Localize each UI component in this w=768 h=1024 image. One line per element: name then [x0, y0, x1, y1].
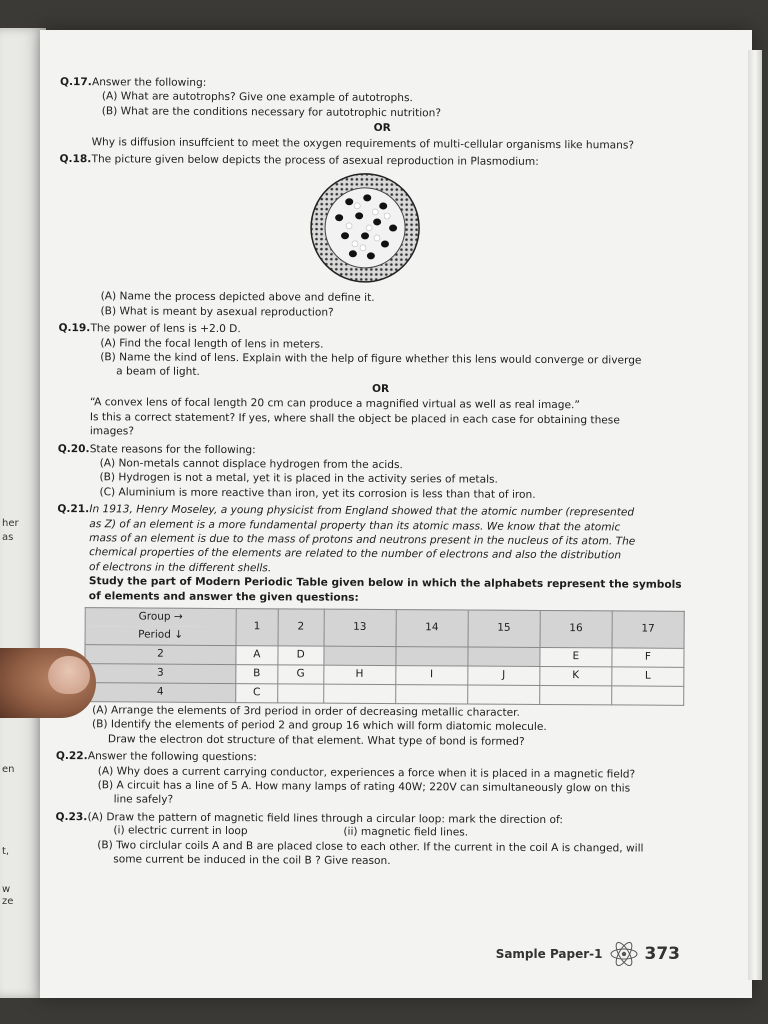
question-alternative: images?	[89, 425, 135, 438]
element-cell	[467, 685, 539, 704]
question-part: (A) Find the focal length of lens in meters.	[100, 336, 324, 351]
element-cell	[468, 647, 540, 666]
thumbnail-nail	[48, 656, 90, 694]
group-header: 13	[324, 609, 396, 646]
question-number: Q.22.	[55, 750, 88, 763]
question-passage: mass of an element is due to the mass of protons and neutrons present in the nucleus of its atom. The	[89, 532, 636, 548]
question-part: (B) What are the conditions necessary for autotrophic nutrition?	[101, 105, 442, 120]
page-content	[55, 76, 705, 874]
question-17	[60, 76, 705, 153]
period-cell: 3	[85, 664, 236, 684]
left-page-fragment: her	[2, 518, 19, 529]
question-part: (B) A circuit has a line of 5 A. How many lamps of rating 40W; 220V can simultaneously glow on this	[97, 779, 631, 795]
question-part: (B) Hydrogen is not a metal, yet it is placed in the activity series of metals.	[99, 471, 498, 486]
question-number: Q.18.	[59, 153, 92, 166]
question-passage: as Z) of an element is a more fundamental property than its atomic mass. We know that the atomic	[89, 517, 621, 533]
question-22	[56, 750, 701, 811]
question-instruction: Study the part of Modern Periodic Table given below in which the alphabets represent the symbols	[88, 575, 682, 591]
question-part: (A) What are autotrophs? Give one example of autotrophs.	[101, 90, 413, 105]
question-part-continued: line safely?	[113, 793, 174, 807]
group-header: 14	[396, 610, 468, 647]
group-label: Group →	[85, 608, 236, 627]
element-cell: G	[278, 665, 324, 684]
element-cell: E	[540, 647, 612, 666]
question-20	[57, 442, 702, 503]
question-subpart: (ii) magnetic field lines.	[343, 825, 469, 839]
group-header: 2	[278, 609, 324, 646]
element-cell: F	[612, 648, 684, 667]
element-cell: D	[278, 646, 324, 665]
question-number: Q.21.	[57, 503, 90, 516]
element-cell	[324, 646, 396, 665]
question-subpart: (i) electric current in loop	[113, 824, 248, 838]
element-cell	[396, 647, 468, 666]
question-part: (B) Name the kind of lens. Explain with the help of figure whether this lens would converge or diverge	[100, 351, 642, 367]
question-part: (A) Why does a current carrying conductor, experiences a force when it is placed in a magnetic field?	[97, 764, 636, 781]
element-cell: H	[323, 665, 395, 684]
element-cell	[539, 685, 611, 704]
question-part: (A) Arrange the elements of 3rd period in order of decreasing metallic character.	[92, 704, 520, 719]
question-part: (A) Name the process depicted above and define it.	[100, 290, 375, 305]
element-cell	[612, 686, 684, 705]
element-cell: J	[468, 666, 540, 685]
document-page	[40, 30, 752, 998]
question-18	[59, 153, 705, 322]
question-part: (C) Aluminium is more reactive than iron, yet its corrosion is less than that of iron.	[99, 485, 536, 501]
plasmodium-figure	[59, 170, 705, 286]
question-part-continued: some current be induced in the coil B ? Give reason.	[113, 853, 391, 868]
multiple-fission-diagram	[309, 172, 422, 285]
element-cell	[395, 685, 467, 704]
element-cell	[278, 684, 324, 703]
period-cell: 2	[85, 645, 236, 665]
question-instruction: of elements and answer the given questions:	[88, 589, 359, 604]
table-row	[85, 683, 684, 706]
element-cell: A	[236, 646, 278, 665]
question-part: (B) What is meant by asexual reproduction?	[100, 305, 334, 319]
periodic-table	[84, 607, 685, 706]
group-header: 16	[540, 610, 612, 647]
or-separator: OR	[371, 382, 390, 395]
period-cell: 4	[85, 683, 236, 703]
question-title: The picture given below depicts the process of asexual reproduction in Plasmodium:	[91, 153, 539, 168]
element-cell: K	[540, 666, 612, 685]
question-alternative: Why is diffusion insuffcient to meet the oxygen requirements of multi-cellular organisms like humans?	[91, 135, 635, 152]
page-number: 373	[644, 944, 680, 964]
group-header: 15	[468, 610, 540, 647]
element-cell	[323, 684, 395, 703]
question-number: Q.23.	[55, 810, 88, 823]
left-page-fragment: as	[2, 532, 14, 543]
footer-label: Sample Paper-1	[495, 947, 603, 961]
question-part: (A) Non-metals cannot displace hydrogen from the acids.	[99, 457, 403, 472]
question-21	[56, 503, 702, 750]
question-title: State reasons for the following:	[89, 442, 256, 456]
left-page-fragment: t,	[2, 846, 10, 857]
question-passage: In 1913, Henry Moseley, a young physicist from England showed that the atomic number (represented	[89, 503, 635, 519]
question-part-continued: a beam of light.	[116, 365, 200, 379]
question-part-continued: Draw the electron dot structure of that element. What type of bond is formed?	[107, 733, 525, 748]
question-title: Answer the following:	[91, 76, 207, 89]
group-header: 1	[236, 609, 278, 646]
element-cell: L	[612, 667, 684, 686]
page-footer	[496, 942, 680, 966]
left-page-fragment: w	[2, 884, 11, 895]
question-alternative: Is this a correct statement? If yes, where shall the object be placed in each case for obtaining these	[89, 410, 620, 427]
question-number: Q.20.	[57, 442, 90, 455]
question-number: Q.19.	[58, 322, 91, 335]
group-header: 17	[612, 611, 684, 648]
question-number: Q.17.	[59, 76, 92, 89]
question-alternative: “A convex lens of focal length 20 cm can produce a magnified virtual as well as real image.”	[89, 396, 580, 412]
question-part: (B) Two circlular coils A and B are placed close to each other. If the current in the coil A is changed, will	[97, 838, 644, 855]
page-edge	[748, 50, 762, 980]
question-19	[58, 322, 704, 442]
question-part: (B) Identify the elements of period 2 and group 16 which will form diatomic molecule.	[92, 718, 547, 734]
atom-icon	[609, 942, 639, 966]
question-passage: chemical properties of the elements are related to the number of electrons and also the distribution	[89, 546, 622, 562]
question-passage: of electrons in the different shells.	[88, 560, 272, 575]
question-part: (A) Draw the pattern of magnetic field lines through a circular loop: mark the direction of:	[87, 810, 563, 826]
element-cell: C	[236, 684, 278, 703]
or-separator: OR	[373, 122, 391, 135]
element-cell: I	[395, 666, 467, 685]
question-23	[55, 811, 700, 871]
question-title: Answer the following questions:	[87, 750, 257, 764]
period-label: Period ↓	[85, 626, 236, 645]
question-title: The power of lens is +2.0 D.	[90, 322, 241, 336]
element-cell: B	[236, 665, 278, 684]
left-page-fragment: ze	[2, 896, 14, 907]
left-page-fragment: en	[2, 764, 15, 775]
